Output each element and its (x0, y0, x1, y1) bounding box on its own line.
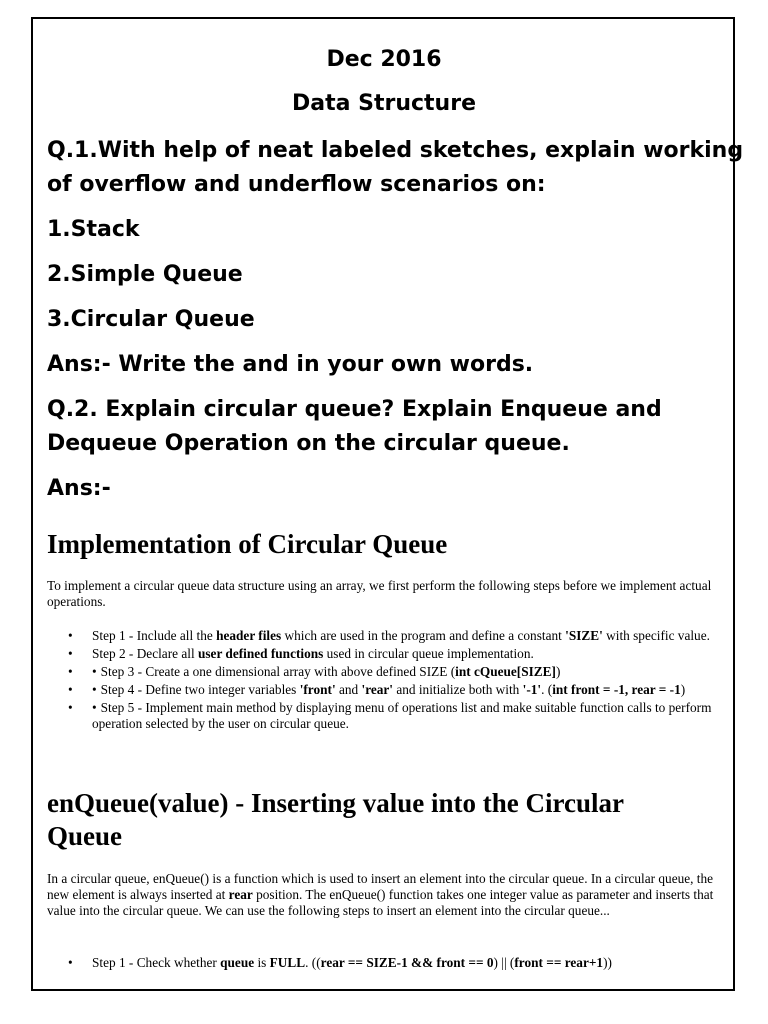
q2-line2: Dequeue Operation on the circular queue. (47, 431, 570, 456)
page-border (31, 17, 735, 991)
enqueue-heading-line1: enQueue(value) - Inserting value into the Circular (47, 788, 624, 818)
list-item: • • Step 5 - Implement main method by displaying menu of operations list and make suitable function calls to perform operation selected by the user on circular queue. (47, 700, 737, 732)
list-item: • • Step 3 - Create a one dimensional array with above defined SIZE (int cQueue[SIZE]) (47, 664, 737, 680)
inner-bullet-icon: • (92, 664, 97, 679)
exam-date: Dec 2016 (326, 47, 442, 72)
inner-bullet-icon: • (92, 700, 97, 715)
implementation-steps (47, 628, 737, 734)
list-item: • Step 1 - Check whether queue is FULL. ((rear == SIZE-1 && front == 0) || (front == rear+1)) (47, 955, 737, 971)
q2-line1: Q.2. Explain circular queue? Explain Enqueue and (47, 397, 662, 422)
list-item: • • Step 4 - Define two integer variables 'front' and 'rear' and initialize both with '-1'. (int front = -1, rear = -1) (47, 682, 737, 698)
enqueue-steps (47, 955, 737, 973)
q1-answer: Ans:- Write the and in your own words. (47, 352, 534, 377)
q1-item-stack: 1.Stack (47, 217, 140, 242)
q1-line2: of overflow and underflow scenarios on: (47, 172, 546, 197)
subject-title: Data Structure (292, 91, 476, 116)
q1-item-circular-queue: 3.Circular Queue (47, 307, 255, 332)
list-item: • Step 2 - Declare all user defined functions used in circular queue implementation. (47, 646, 737, 662)
implementation-intro: To implement a circular queue data structure using an array, we first perform the following steps before we implement actual operations. (47, 578, 712, 609)
list-item: • Step 1 - Include all the header files which are used in the program and define a constant 'SIZE' with specific value. (47, 628, 737, 644)
implementation-heading: Implementation of Circular Queue (47, 529, 448, 559)
enqueue-paragraph: In a circular queue, enQueue() is a function which is used to insert an element into the circular queue. In a circular queue, the new element is always inserted at rear position. The enQueue() function takes one integer value as parameter and inserts that value into the circular queue. We can use the following steps to insert an element into the circular queue... (47, 871, 714, 918)
q1-line1: Q.1.With help of neat labeled sketches, explain working (47, 138, 744, 163)
q2-answer: Ans:- (47, 476, 111, 501)
enqueue-heading-line2: Queue (47, 821, 123, 851)
q1-item-simple-queue: 2.Simple Queue (47, 262, 243, 287)
inner-bullet-icon: • (92, 682, 97, 697)
